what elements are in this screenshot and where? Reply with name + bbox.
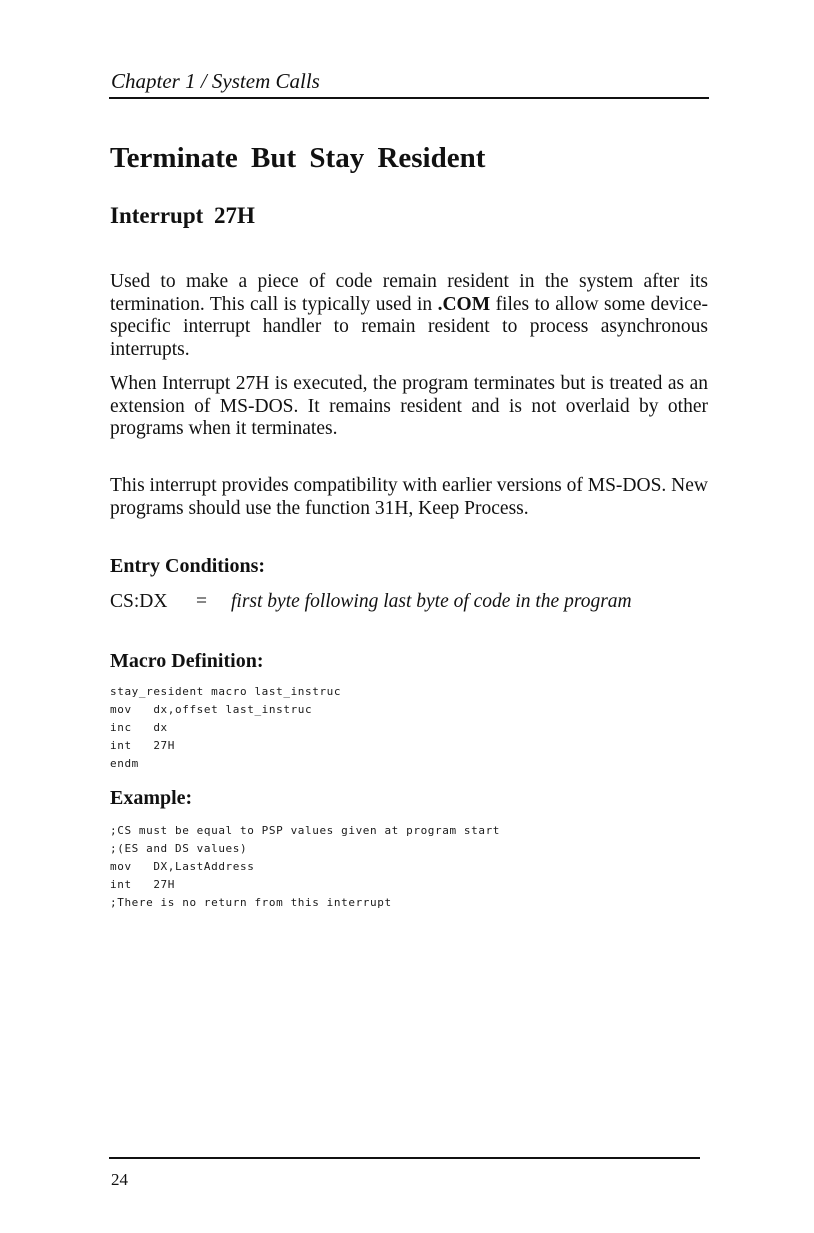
entry-description: first byte following last byte of code in the program <box>231 591 632 612</box>
code-line: inc dx <box>110 721 168 734</box>
entry-equals-sign: = <box>196 591 207 612</box>
code-line: int 27H <box>110 739 176 752</box>
page-title: Terminate But Stay Resident <box>110 142 486 174</box>
example-code-block <box>110 822 500 912</box>
paragraph-purpose-end: files to allow some device-specific interrupt handler to remain resident to process asynchronous interrupts. <box>110 293 708 360</box>
macro-code-block <box>110 683 341 773</box>
code-line: ;There is no return from this interrupt <box>110 896 392 909</box>
entry-conditions-heading: Entry Conditions: <box>110 555 266 577</box>
paragraph-behavior: When Interrupt 27H is executed, the program terminates but is treated as an extension of MS-DOS. It remains resident and is not overlaid by other programs when it terminates. <box>110 373 708 439</box>
paragraph-purpose <box>110 271 708 361</box>
macro-definition-heading: Macro Definition: <box>110 650 264 672</box>
code-line: endm <box>110 757 139 770</box>
paragraph-purpose-start: Used to make a piece of code remain resident in the system after its termination. This call is typically used in <box>110 271 708 315</box>
example-heading: Example: <box>110 787 193 809</box>
code-line: ;(ES and DS values) <box>110 842 248 855</box>
page-subtitle: Interrupt 27H <box>110 203 255 228</box>
com-file-term: .COM <box>437 293 491 315</box>
footer-rule <box>109 1157 700 1159</box>
running-head: Chapter 1 / System Calls <box>111 69 320 93</box>
code-line: int 27H <box>110 878 176 891</box>
paragraph-compatibility: This interrupt provides compatibility with earlier versions of MS-DOS. New programs should use the function 31H, Keep Process. <box>110 475 708 519</box>
code-line: ;CS must be equal to PSP values given at program start <box>110 824 501 837</box>
code-line: mov dx,offset last_instruc <box>110 703 313 716</box>
header-rule <box>109 97 709 99</box>
code-line: mov DX,LastAddress <box>110 860 255 873</box>
code-line: stay_resident macro last_instruc <box>110 685 342 698</box>
entry-register: CS:DX <box>110 591 168 612</box>
page-number: 24 <box>111 1170 128 1189</box>
